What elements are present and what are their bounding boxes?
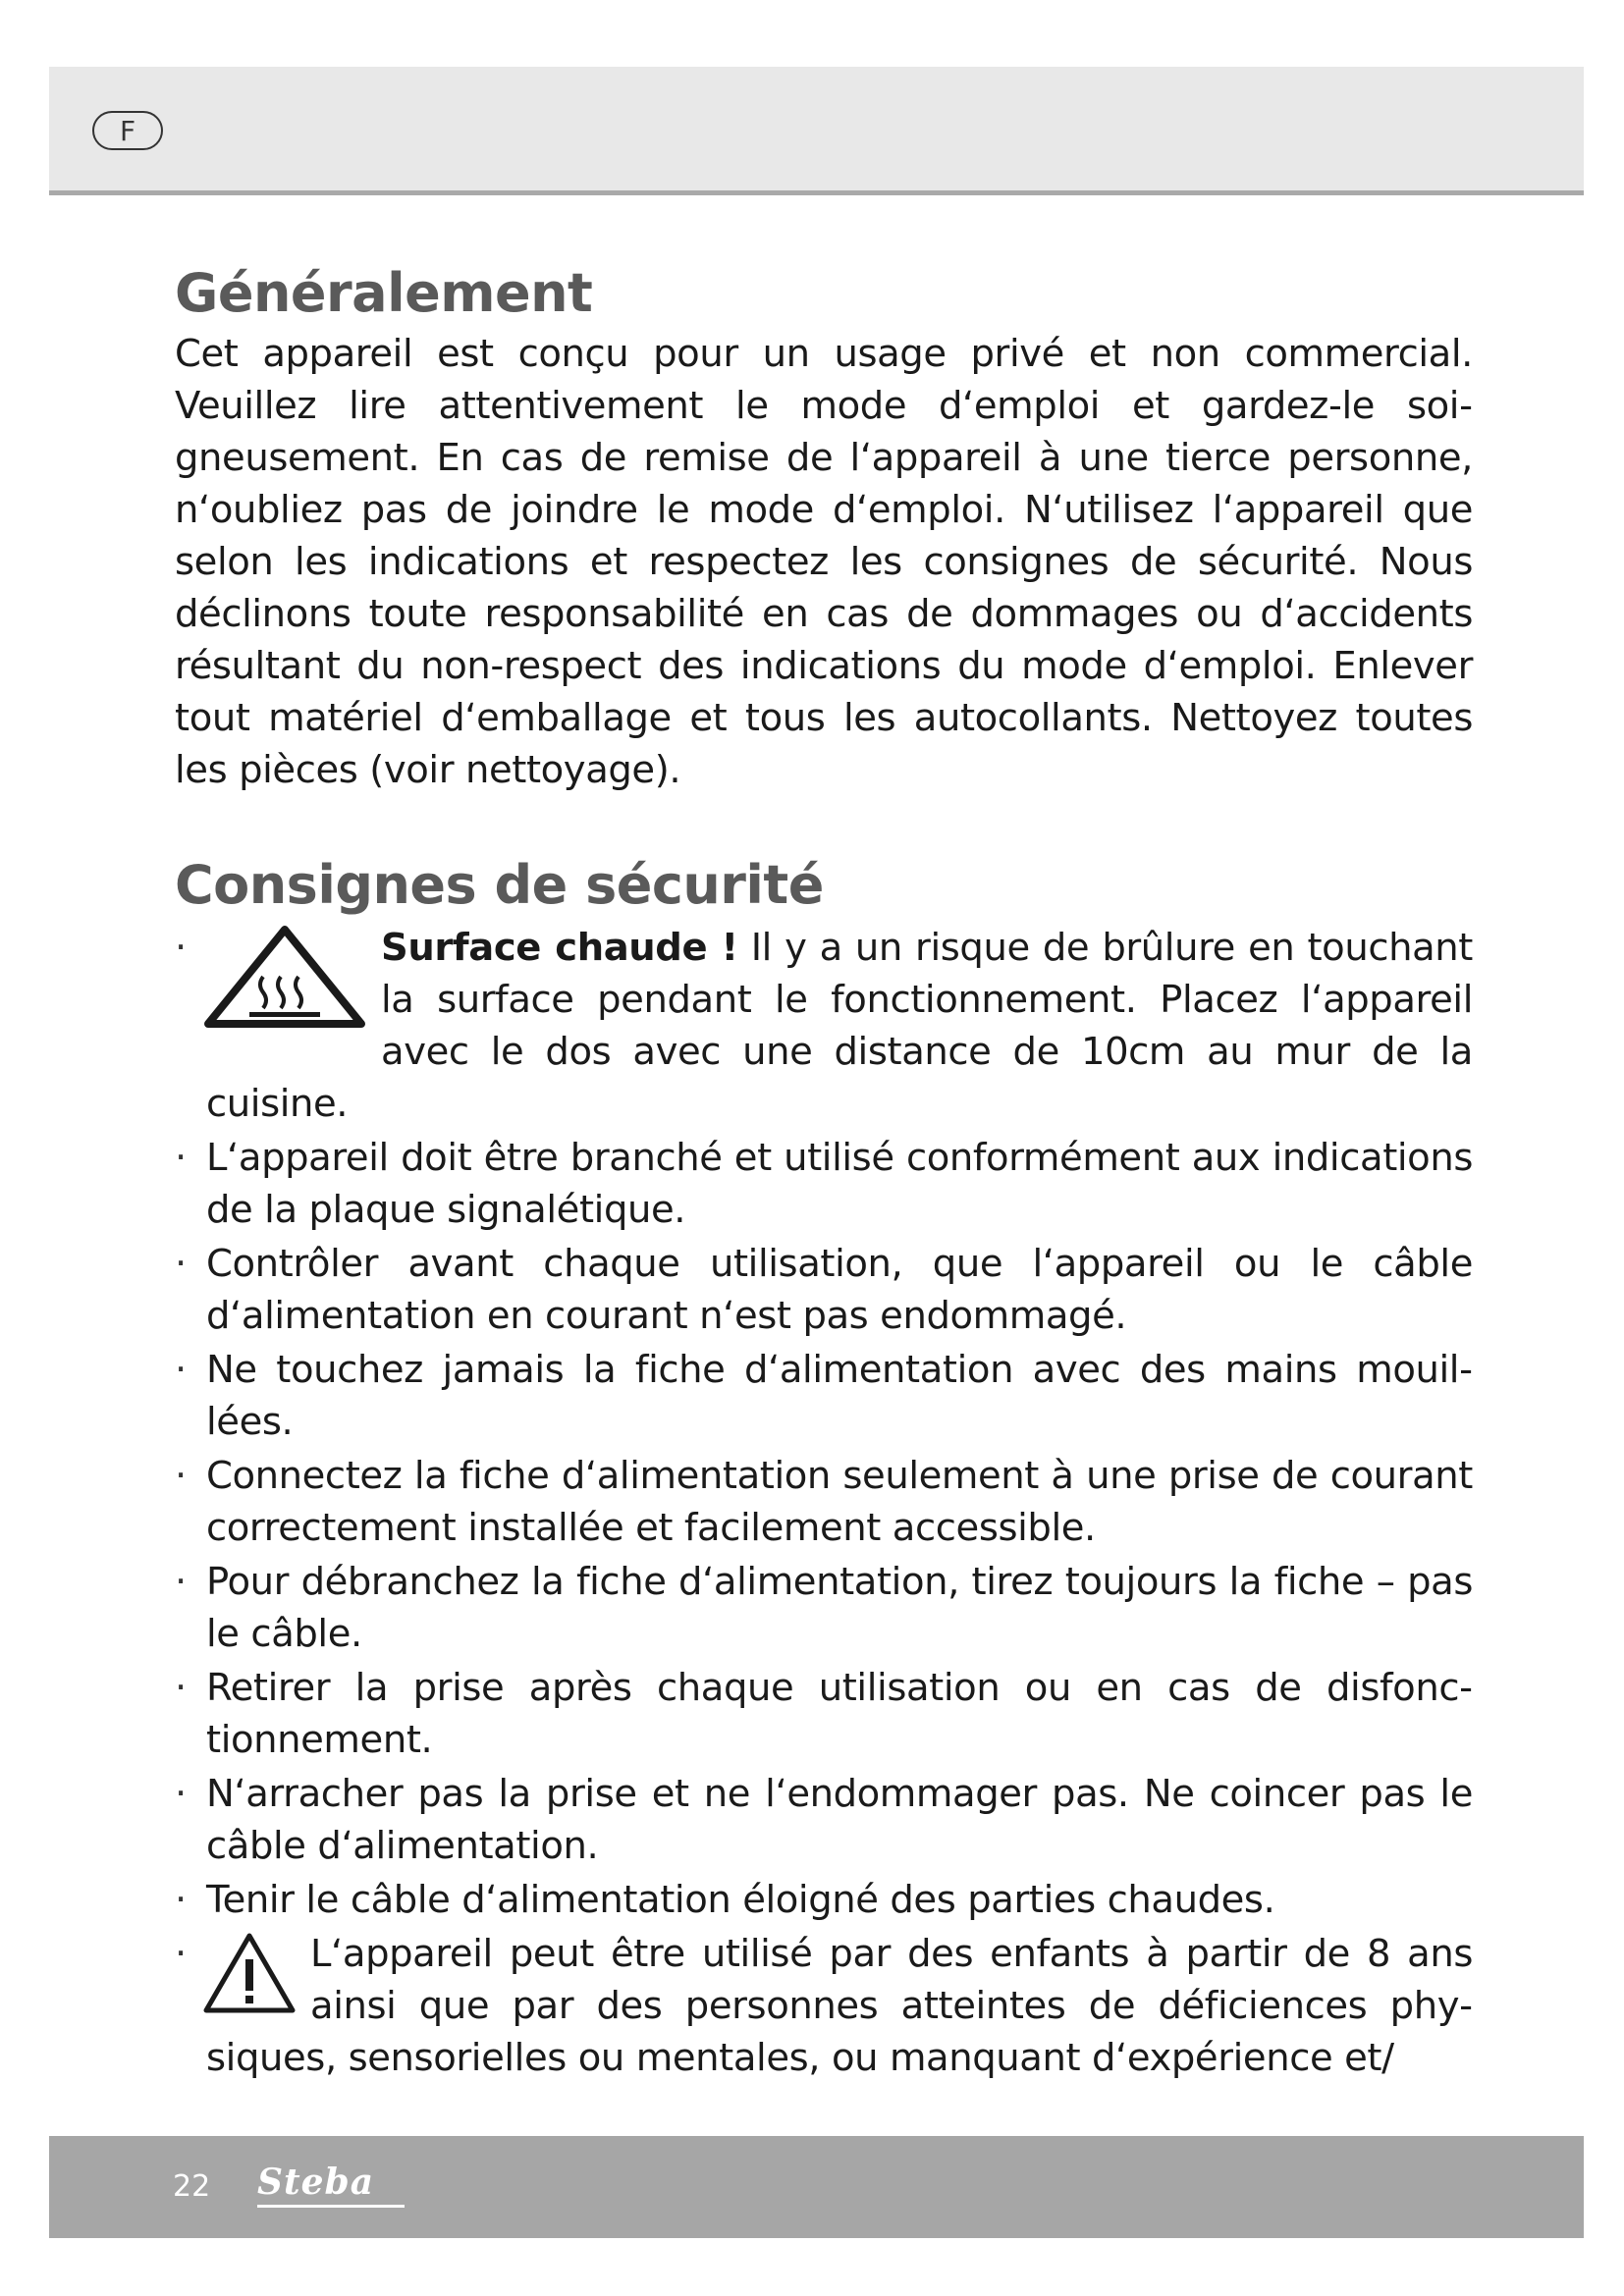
hot-surface-text: Il y a un risque de brûlure en touchant la surface pendant le fonctionnement. Placez l‘appareil avec le dos avec une distance de 10cm au mur de la cuisine. [206,926,1473,1127]
list-item [175,1556,1473,1660]
bullet-mark: · [175,1242,187,1287]
list-item [175,1132,1473,1236]
bullet-mark: · [175,1772,187,1817]
list-item-text: Pour débranchez la fiche d‘alimentation, tirez toujours la fiche – pas le câble. [206,1560,1473,1657]
list-item [175,1450,1473,1554]
bullet-mark: · [175,1932,187,1977]
list-item-text: Tenir le câble d‘alimentation éloigné des parties chaudes. [206,1878,1275,1923]
exclamation-warning-icon [202,1932,297,2016]
bullet-mark: · [175,926,187,971]
list-item-text: Connectez la fiche d‘alimentation seulement à une prise de courant correctement installée et facilement accessible. [206,1454,1473,1551]
hot-surface-warning-icon [202,926,367,1032]
list-item-text: Retirer la prise après chaque utilisation ou en cas de disfonctionnement. [206,1666,1473,1763]
list-item-text: Contrôler avant chaque utilisation, que l‘appareil ou le câble d‘alimentation en courant n‘est pas endommagé. [206,1242,1473,1339]
general-heading: Généralement [175,262,593,324]
list-item [175,1344,1473,1448]
hot-surface-label: Surface chaude ! [381,926,738,971]
page-content [175,263,1473,2086]
bullet-mark: · [175,1348,187,1393]
steba-logo: Steba [257,2162,375,2203]
list-item-hot-surface [175,922,1473,1130]
bullet-mark: · [175,1666,187,1711]
list-item-text: L‘appareil doit être branché et utilisé conformément aux indications de la plaque signalétique. [206,1136,1473,1233]
list-item [175,1768,1473,1872]
logo-underline [257,2205,405,2208]
bullet-mark: · [175,1454,187,1499]
list-item-text: N‘arracher pas la prise et ne l‘endommager pas. Ne coincer pas le câble d‘alimentation. [206,1772,1473,1869]
bullet-mark: · [175,1560,187,1605]
general-paragraph: Cet appareil est conçu pour un usage privé et non commercial. Veuillez lire attentivement le mode d‘emploi et gardez-le soigneusement. En cas de remise de l‘appareil à une tierce personne, n‘oubliez pas de joindre le mode d‘emploi. N‘utilisez l‘appareil que selon les indications et respectez les consignes de sécurité. Nous déclinons toute responsabilité en cas de dommages ou d‘accidents résultant du non-respect des indications du mode d‘emploi. Enlever tout matériel d‘emballage et tous les autocollants. Nettoyez toutes les pièces (voir nettoyage). [175,332,1473,793]
page-number: 22 [173,2169,211,2204]
page-header-band [49,67,1584,195]
list-item [175,1238,1473,1342]
list-item-children-warning [175,1928,1473,2084]
list-item-text: Ne touchez jamais la fiche d‘alimentation avec des mains mouillées. [206,1348,1473,1445]
language-badge: F [92,111,163,150]
children-warning-text: L‘appareil peut être utilisé par des enfants à partir de 8 ans ainsi que par des personnes atteintes de déficiences physiques, sensorielles ou mentales, ou manquant d‘expérience et/ [206,1932,1473,2081]
list-item [175,1874,1473,1926]
page-footer-band [49,2136,1584,2238]
safety-list [175,922,1473,2084]
bullet-mark: · [175,1878,187,1923]
list-item [175,1662,1473,1766]
safety-heading: Consignes de sécurité [175,854,824,917]
bullet-mark: · [175,1136,187,1181]
